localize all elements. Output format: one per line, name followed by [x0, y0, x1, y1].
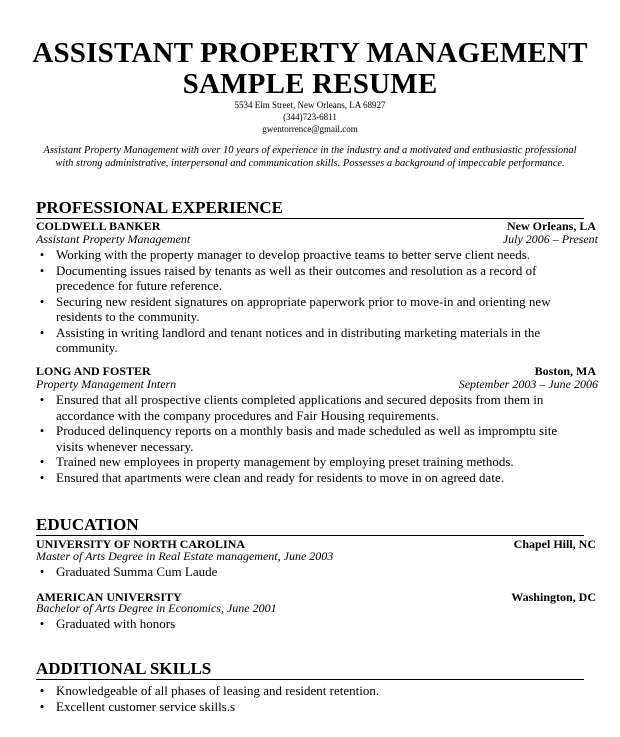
job-location: New Orleans, LA: [507, 219, 596, 233]
school-location: Chapel Hill, NC: [513, 537, 596, 551]
list-item: • Securing new resident signatures on appropriate paperwork prior to move-in and orienting new residents to the community.: [39, 293, 551, 324]
school-degree: Bachelor of Arts Degree in Economics, June 2001: [36, 601, 277, 615]
list-item: • Assisting in writing landlord and tenant notices and in distributing marketing materials in the community.: [39, 324, 541, 355]
school-bullets: [36, 564, 584, 580]
education-heading: EDUCATION: [36, 515, 584, 536]
job-company: LONG AND FOSTER: [36, 364, 151, 378]
skills-heading: ADDITIONAL SKILLS: [36, 659, 584, 680]
job-title: Property Management Intern: [36, 377, 177, 391]
job-company: COLDWELL BANKER: [36, 219, 161, 233]
list-item: • Produced delinquency reports on a monthly basis and made scheduled as well as impromptu site visits whenever necessary.: [39, 423, 558, 454]
job-header: [36, 219, 596, 233]
school-name: AMERICAN UNIVERSITY: [36, 590, 182, 604]
list-item: • Ensured that apartments were clean and ready for residents to move in on agreed date.: [39, 469, 504, 485]
job-header: [36, 364, 596, 378]
list-item: • Working with the property manager to develop proactive teams to better serve client needs.: [39, 247, 531, 262]
summary: Assistant Property Management with over 10 years of experience in the industry and a motivated and enthusiastic professional with strong administrative, interpersonal and communication skills. Possesses a background of impeccable performance.: [43, 145, 577, 169]
email: gwentorrence@gmail.com: [262, 124, 358, 134]
job-dates: September 2003 – June 2006: [458, 377, 598, 391]
job-title: Assistant Property Management: [36, 232, 191, 246]
school-location: Washington, DC: [511, 590, 596, 604]
list-item: • Ensured that all prospective clients completed applications and secured deposits from them in accordance with the company procedures and Fair Housing requirements.: [39, 392, 544, 423]
job-subheader: [36, 232, 598, 246]
school-bullets: [36, 616, 584, 632]
experience-heading: PROFESSIONAL EXPERIENCE: [36, 198, 584, 219]
school-name: UNIVERSITY OF NORTH CAROLINA: [36, 537, 246, 551]
job-bullets: [36, 247, 584, 356]
list-item: • Graduated with honors: [39, 616, 176, 631]
list-item: • Excellent customer service skills.s: [39, 698, 236, 714]
phone: (344)723-6811: [283, 112, 337, 122]
address: 5534 Elm Street, New Orleans, LA 68927: [234, 100, 386, 110]
job-dates: July 2006 – Present: [502, 232, 598, 246]
list-item: • Documenting issues raised by tenants as well as their outcomes and resolution as a record of precedence for future reference.: [39, 262, 537, 293]
list-item: • Graduated Summa Cum Laude: [39, 564, 218, 579]
school-degree: Master of Arts Degree in Real Estate management, June 2003: [36, 549, 334, 563]
school-degree-row: [36, 602, 584, 615]
school-degree-row: [36, 550, 584, 563]
job-subheader: [36, 377, 598, 391]
job-bullets: [36, 392, 584, 485]
resume-title-line-2: SAMPLE RESUME: [182, 68, 438, 100]
list-item: • Trained new employees in property management by employing preset training methods.: [39, 454, 514, 469]
skills-bullets: [36, 683, 584, 714]
list-item: • Knowledgeable of all phases of leasing and resident retention.: [39, 683, 380, 698]
resume-title-line-1: ASSISTANT PROPERTY MANAGEMENT: [32, 37, 588, 69]
job-location: Boston, MA: [534, 364, 596, 378]
